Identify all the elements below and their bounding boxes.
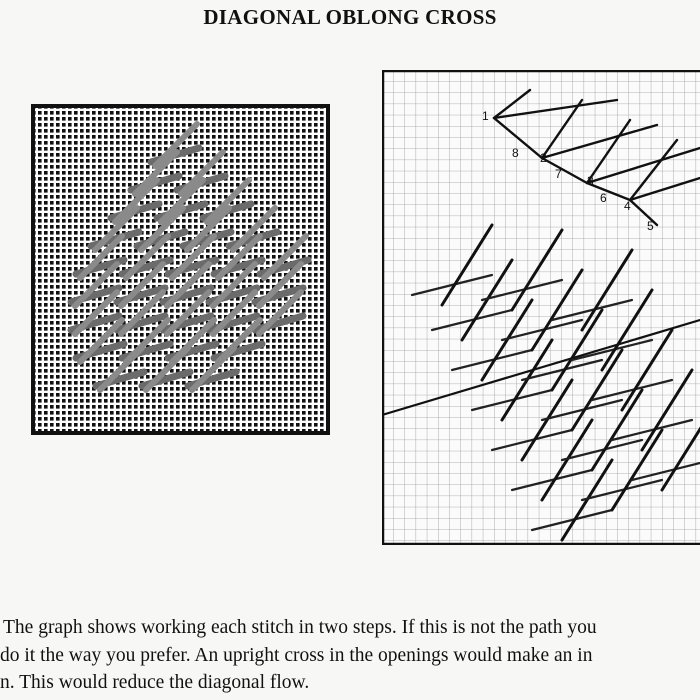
- page-title: DIAGONAL OBLONG CROSS: [203, 5, 497, 29]
- step-label: 1: [482, 109, 489, 123]
- stitch-sample-photo: [31, 104, 330, 435]
- instruction-text: [0, 616, 700, 700]
- instruction-line-3: n. This would reduce the diagonal flow.: [0, 672, 310, 693]
- instruction-line-2: do it the way you prefer. An upright cross in the openings would make an in: [0, 645, 593, 666]
- step-label: 5: [647, 219, 654, 233]
- stitch-graph-diagram: [382, 70, 700, 545]
- step-label: 2: [540, 151, 547, 165]
- step-label: 7: [555, 167, 562, 181]
- instruction-line-1: The graph shows working each stitch in two steps. If this is not the path you: [3, 617, 597, 638]
- step-label: 3: [587, 174, 594, 188]
- step-label: 8: [512, 146, 519, 160]
- step-label: 6: [600, 191, 607, 205]
- step-label: 4: [624, 199, 631, 213]
